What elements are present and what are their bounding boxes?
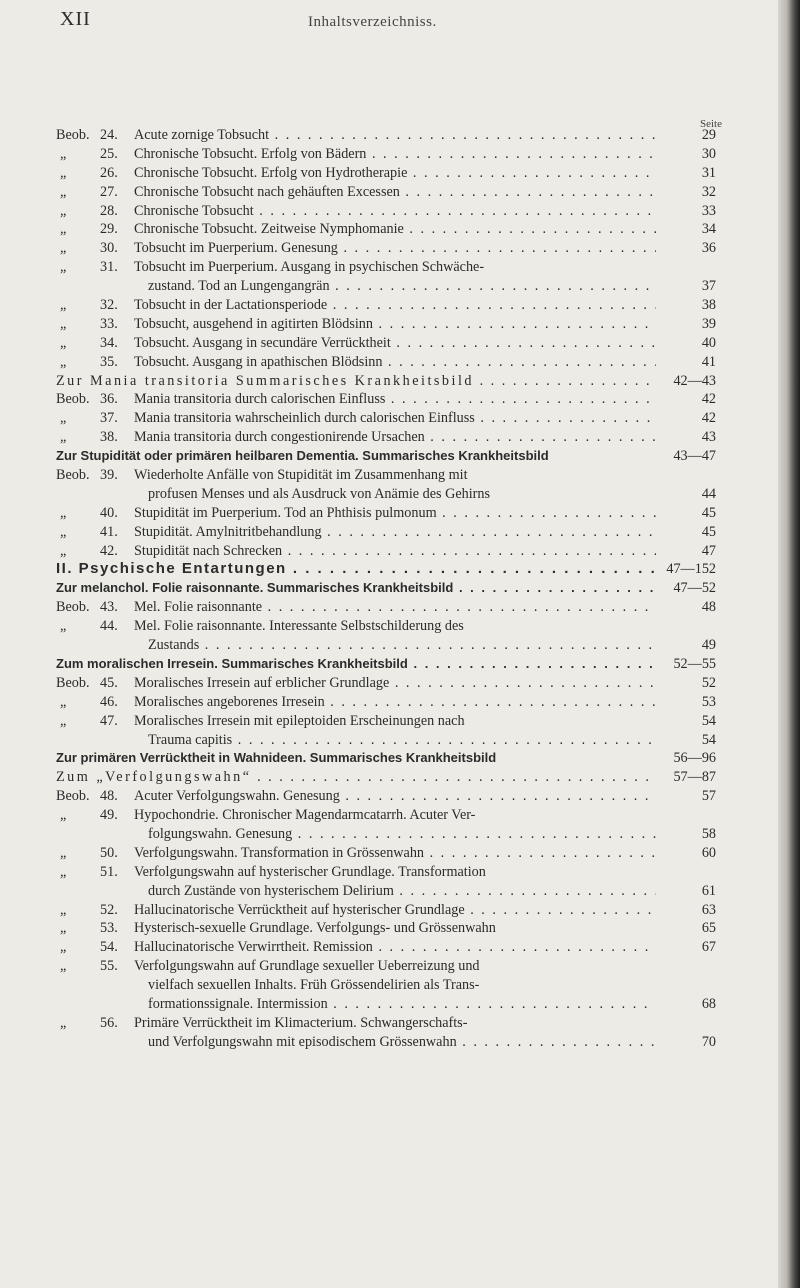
entry-number: 40.	[100, 504, 118, 521]
entry-label: „	[60, 712, 67, 729]
page-header	[0, 8, 778, 38]
entry-label: „	[60, 429, 67, 446]
toc-entry	[56, 202, 716, 221]
entry-title: Mania transitoria durch congestionirende Ursachen . . .	[134, 428, 656, 447]
entry-number: 54.	[100, 939, 118, 956]
entry-title: Mel. Folie raisonnante . . .	[134, 598, 656, 617]
entry-title: Stupidität. Amylnitritbehandlung . . .	[134, 523, 656, 542]
entry-title: Stupidität im Puerperium. Tod an Phthisis pulmonum . . .	[134, 504, 656, 523]
section-heading: II. Psychische Entartungen . . .	[56, 560, 656, 579]
entry-label: „	[60, 315, 67, 332]
toc-entry	[56, 409, 716, 428]
page-reference: 63	[701, 901, 716, 918]
entry-label: Beob.	[56, 467, 90, 484]
page-reference: 36	[701, 240, 716, 257]
entry-title: Mania transitoria durch calorischen Einfluss . . .	[134, 390, 656, 409]
page-reference: 31	[701, 164, 716, 181]
entry-number: 45.	[100, 674, 118, 691]
entry-label: „	[60, 958, 67, 975]
entry-title: Tobsucht im Puerperium. Ausgang in psychischen Schwäche-	[134, 259, 485, 276]
entry-continuation: zustand. Tod an Lungengangrän . . .	[148, 277, 656, 296]
page-reference: 52	[701, 674, 716, 691]
page-reference: 43—47	[673, 448, 716, 465]
entry-title: Mel. Folie raisonnante. Interessante Selbstschilderung des	[134, 618, 464, 635]
entry-continuation: und Verfolgungswahn mit episodischem Grössenwahn . . .	[148, 1033, 656, 1052]
seite-column-label: Seite	[700, 118, 722, 130]
entry-label: „	[60, 202, 67, 219]
toc-entry	[56, 504, 716, 523]
toc-entry	[56, 731, 716, 750]
toc-entry	[56, 919, 716, 938]
entry-continuation: profusen Menses und als Ausdruck von Anämie des Gehirns	[148, 485, 491, 502]
toc-entry	[56, 164, 716, 183]
entry-title: Stupidität nach Schrecken . . .	[134, 542, 656, 561]
toc-entry	[56, 390, 716, 409]
entry-continuation: vielfach sexuellen Inhalts. Früh Grössendelirien als Trans-	[148, 977, 480, 994]
entry-label: „	[60, 542, 67, 559]
entry-number: 38.	[100, 429, 118, 446]
page-reference: 41	[701, 353, 716, 370]
page-reference: 57	[701, 788, 716, 805]
entry-title: Verfolgungswahn. Transformation in Grössenwahn . . .	[134, 844, 656, 863]
page-reference: 49	[701, 637, 716, 654]
entry-title: Moralisches angeborenes Irresein . . .	[134, 693, 656, 712]
page-reference: 45	[701, 523, 716, 540]
entry-label: „	[60, 863, 67, 880]
entry-title: Verfolgungswahn auf Grundlage sexueller Ueberreizung und	[134, 958, 480, 975]
toc-entry	[56, 466, 716, 485]
entry-number: 39.	[100, 467, 118, 484]
entry-label: „	[60, 145, 67, 162]
entry-continuation: Trauma capitis . . .	[148, 731, 656, 750]
entry-label: „	[60, 164, 67, 181]
entry-number: 56.	[100, 1014, 118, 1031]
entry-title: Primäre Verrücktheit im Klimacterium. Schwangerschafts-	[134, 1014, 468, 1031]
entry-title: Chronische Tobsucht. Erfolg von Bädern . . .	[134, 145, 656, 164]
entry-title: Tobsucht im Puerperium. Genesung . . .	[134, 239, 656, 258]
entry-number: 46.	[100, 693, 118, 710]
toc-entry	[56, 712, 716, 731]
page-reference: 70	[701, 1033, 716, 1050]
entry-label: „	[60, 221, 67, 238]
entry-title: Chronische Tobsucht. Erfolg von Hydrotherapie . . .	[134, 164, 656, 183]
entry-title: Tobsucht in der Lactationsperiode . . .	[134, 296, 656, 315]
toc-entry	[56, 636, 716, 655]
running-title: Inhaltsverzeichniss.	[308, 14, 437, 30]
entry-continuation: Zustands . . .	[148, 636, 656, 655]
section-heading: Zur Mania transitoria Summarisches Krankheitsbild . . .	[56, 372, 656, 391]
page-number-roman: XII	[60, 8, 91, 30]
page-reference: 30	[701, 145, 716, 162]
toc-entry	[56, 693, 716, 712]
entry-number: 48.	[100, 788, 118, 805]
page-reference: 42—43	[673, 372, 716, 389]
page-reference: 53	[701, 693, 716, 710]
entry-number: 44.	[100, 618, 118, 635]
page-reference: 61	[701, 882, 716, 899]
toc-entry	[56, 957, 716, 976]
entry-number: 30.	[100, 240, 118, 257]
section-heading: Zur Stupidität oder primären heilbaren Dementia. Summarisches Krankheitsbild	[56, 448, 549, 464]
entry-title: Hallucinatorische Verrücktheit auf hysterischer Grundlage . . .	[134, 901, 656, 920]
entry-label: „	[60, 844, 67, 861]
entry-number: 43.	[100, 599, 118, 616]
page-reference: 57—87	[673, 769, 716, 786]
entry-number: 31.	[100, 259, 118, 276]
toc-entry	[56, 768, 716, 787]
entry-number: 26.	[100, 164, 118, 181]
section-heading: Zum moralischen Irresein. Summarisches Krankheitsbild . . .	[56, 655, 656, 674]
entry-continuation: durch Zustände von hysterischem Delirium . . .	[148, 882, 656, 901]
entry-number: 29.	[100, 221, 118, 238]
toc-entry	[56, 239, 716, 258]
entry-label: „	[60, 353, 67, 370]
page-reference: 33	[701, 202, 716, 219]
toc-entry	[56, 598, 716, 617]
entry-number: 32.	[100, 297, 118, 314]
page-reference: 44	[701, 485, 716, 502]
toc-entry	[56, 277, 716, 296]
page-reference: 67	[701, 939, 716, 956]
entry-number: 50.	[100, 844, 118, 861]
entry-number: 28.	[100, 202, 118, 219]
entry-label: „	[60, 240, 67, 257]
entry-label: „	[60, 693, 67, 710]
entry-number: 51.	[100, 863, 118, 880]
entry-label: „	[60, 807, 67, 824]
toc-entry	[56, 825, 716, 844]
toc-entry	[56, 579, 716, 598]
section-heading: Zur melanchol. Folie raisonnante. Summarisches Krankheitsbild . . .	[56, 579, 656, 598]
book-page-edge	[778, 0, 800, 1288]
entry-title: Moralisches Irresein mit epileptoiden Erscheinungen nach	[134, 712, 465, 729]
entry-label: Beob.	[56, 391, 90, 408]
entry-title: Chronische Tobsucht nach gehäuften Excessen . . .	[134, 183, 656, 202]
page-reference: 32	[701, 183, 716, 200]
page-reference: 34	[701, 221, 716, 238]
section-heading: Zur primären Verrücktheit in Wahnideen. Summarisches Krankheitsbild	[56, 750, 497, 766]
toc-entry	[56, 315, 716, 334]
toc-entry	[56, 334, 716, 353]
entry-title: Hysterisch-sexuelle Grundlage. Verfolgungs- und Grössenwahn	[134, 920, 496, 937]
page-reference: 65	[701, 920, 716, 937]
entry-title: Tobsucht. Ausgang in secundäre Verrücktheit . . .	[134, 334, 656, 353]
page-reference: 38	[701, 297, 716, 314]
entry-label: „	[60, 901, 67, 918]
entry-number: 36.	[100, 391, 118, 408]
entry-title: Acuter Verfolgungswahn. Genesung . . .	[134, 787, 656, 806]
page-reference: 54	[701, 712, 716, 729]
toc-entry	[56, 976, 716, 995]
page-reference: 58	[701, 825, 716, 842]
entry-title: Mania transitoria wahrscheinlich durch calorischen Einfluss . . .	[134, 409, 656, 428]
section-heading: Zum „Verfolgungswahn“ . . .	[56, 768, 656, 787]
entry-title: Chronische Tobsucht . . .	[134, 202, 656, 221]
entry-label: „	[60, 504, 67, 521]
entry-title: Moralisches Irresein auf erblicher Grundlage . . .	[134, 674, 656, 693]
toc-entry	[56, 296, 716, 315]
entry-number: 47.	[100, 712, 118, 729]
entry-number: 42.	[100, 542, 118, 559]
toc-entry	[56, 1014, 716, 1033]
entry-number: 27.	[100, 183, 118, 200]
entry-label: Beob.	[56, 599, 90, 616]
entry-number: 41.	[100, 523, 118, 540]
toc-entry	[56, 674, 716, 693]
entry-label: „	[60, 920, 67, 937]
toc-entry	[56, 844, 716, 863]
entry-number: 35.	[100, 353, 118, 370]
entry-number: 34.	[100, 334, 118, 351]
toc-entry	[56, 485, 716, 504]
entry-label: „	[60, 523, 67, 540]
toc-entry	[56, 938, 716, 957]
page-reference: 54	[701, 731, 716, 748]
toc-entry	[56, 1033, 716, 1052]
toc-entry	[56, 806, 716, 825]
toc-entry	[56, 523, 716, 542]
entry-label: Beob.	[56, 674, 90, 691]
toc-entry	[56, 145, 716, 164]
toc-entry	[56, 447, 716, 466]
page-reference: 42	[701, 410, 716, 427]
toc-entry	[56, 882, 716, 901]
page-reference: 39	[701, 315, 716, 332]
entry-title: Tobsucht, ausgehend in agitirten Blödsinn . . .	[134, 315, 656, 334]
page-reference: 60	[701, 844, 716, 861]
entry-title: Wiederholte Anfälle von Stupidität im Zusammenhang mit	[134, 467, 468, 484]
entry-label: „	[60, 1014, 67, 1031]
page-reference: 43	[701, 429, 716, 446]
page-reference: 68	[701, 995, 716, 1012]
toc-entry	[56, 560, 716, 579]
entry-label: Beob.	[56, 788, 90, 805]
page-reference: 37	[701, 278, 716, 295]
page-reference: 42	[701, 391, 716, 408]
page-reference: 47	[701, 542, 716, 559]
entry-title: Chronische Tobsucht. Zeitweise Nymphomanie . . .	[134, 220, 656, 239]
entry-label: „	[60, 939, 67, 956]
entry-label: „	[60, 618, 67, 635]
page-reference: 56—96	[673, 750, 716, 767]
page-reference: 47—52	[673, 580, 716, 597]
toc-entry	[56, 353, 716, 372]
entry-label: Beob.	[56, 127, 90, 143]
toc-entry	[56, 617, 716, 636]
toc-entry	[56, 655, 716, 674]
entry-number: 49.	[100, 807, 118, 824]
entry-number: 52.	[100, 901, 118, 918]
entry-label: „	[60, 334, 67, 351]
table-of-contents	[56, 126, 716, 1052]
entry-continuation: formationssignale. Intermission . . .	[148, 995, 656, 1014]
toc-entry	[56, 863, 716, 882]
entry-title: Hypochondrie. Chronischer Magendarmcatarrh. Acuter Ver-	[134, 807, 476, 824]
entry-title: Tobsucht. Ausgang in apathischen Blödsinn . . .	[134, 353, 656, 372]
page-reference: 29	[701, 127, 716, 143]
entry-title: Acute zornige Tobsucht . . .	[134, 126, 656, 145]
page-reference: 45	[701, 504, 716, 521]
toc-entry	[56, 542, 716, 561]
toc-entry	[56, 372, 716, 391]
entry-number: 24.	[100, 127, 118, 143]
entry-number: 25.	[100, 145, 118, 162]
entry-continuation: folgungswahn. Genesung . . .	[148, 825, 656, 844]
entry-title: Verfolgungswahn auf hysterischer Grundlage. Transformation	[134, 863, 486, 880]
toc-entry	[56, 258, 716, 277]
toc-entry	[56, 126, 716, 145]
entry-title: Hallucinatorische Verwirrtheit. Remission . . .	[134, 938, 656, 957]
toc-entry	[56, 183, 716, 202]
page-reference: 52—55	[673, 655, 716, 672]
entry-label: „	[60, 183, 67, 200]
toc-entry	[56, 995, 716, 1014]
entry-number: 33.	[100, 315, 118, 332]
entry-label: „	[60, 259, 67, 276]
entry-number: 53.	[100, 920, 118, 937]
page-reference: 48	[701, 599, 716, 616]
toc-entry	[56, 220, 716, 239]
toc-entry	[56, 428, 716, 447]
entry-label: „	[60, 297, 67, 314]
entry-number: 55.	[100, 958, 118, 975]
entry-label: „	[60, 410, 67, 427]
page-reference: 40	[701, 334, 716, 351]
toc-entry	[56, 901, 716, 920]
toc-entry	[56, 749, 716, 768]
toc-entry	[56, 787, 716, 806]
entry-number: 37.	[100, 410, 118, 427]
page-reference: 47—152	[666, 561, 716, 578]
